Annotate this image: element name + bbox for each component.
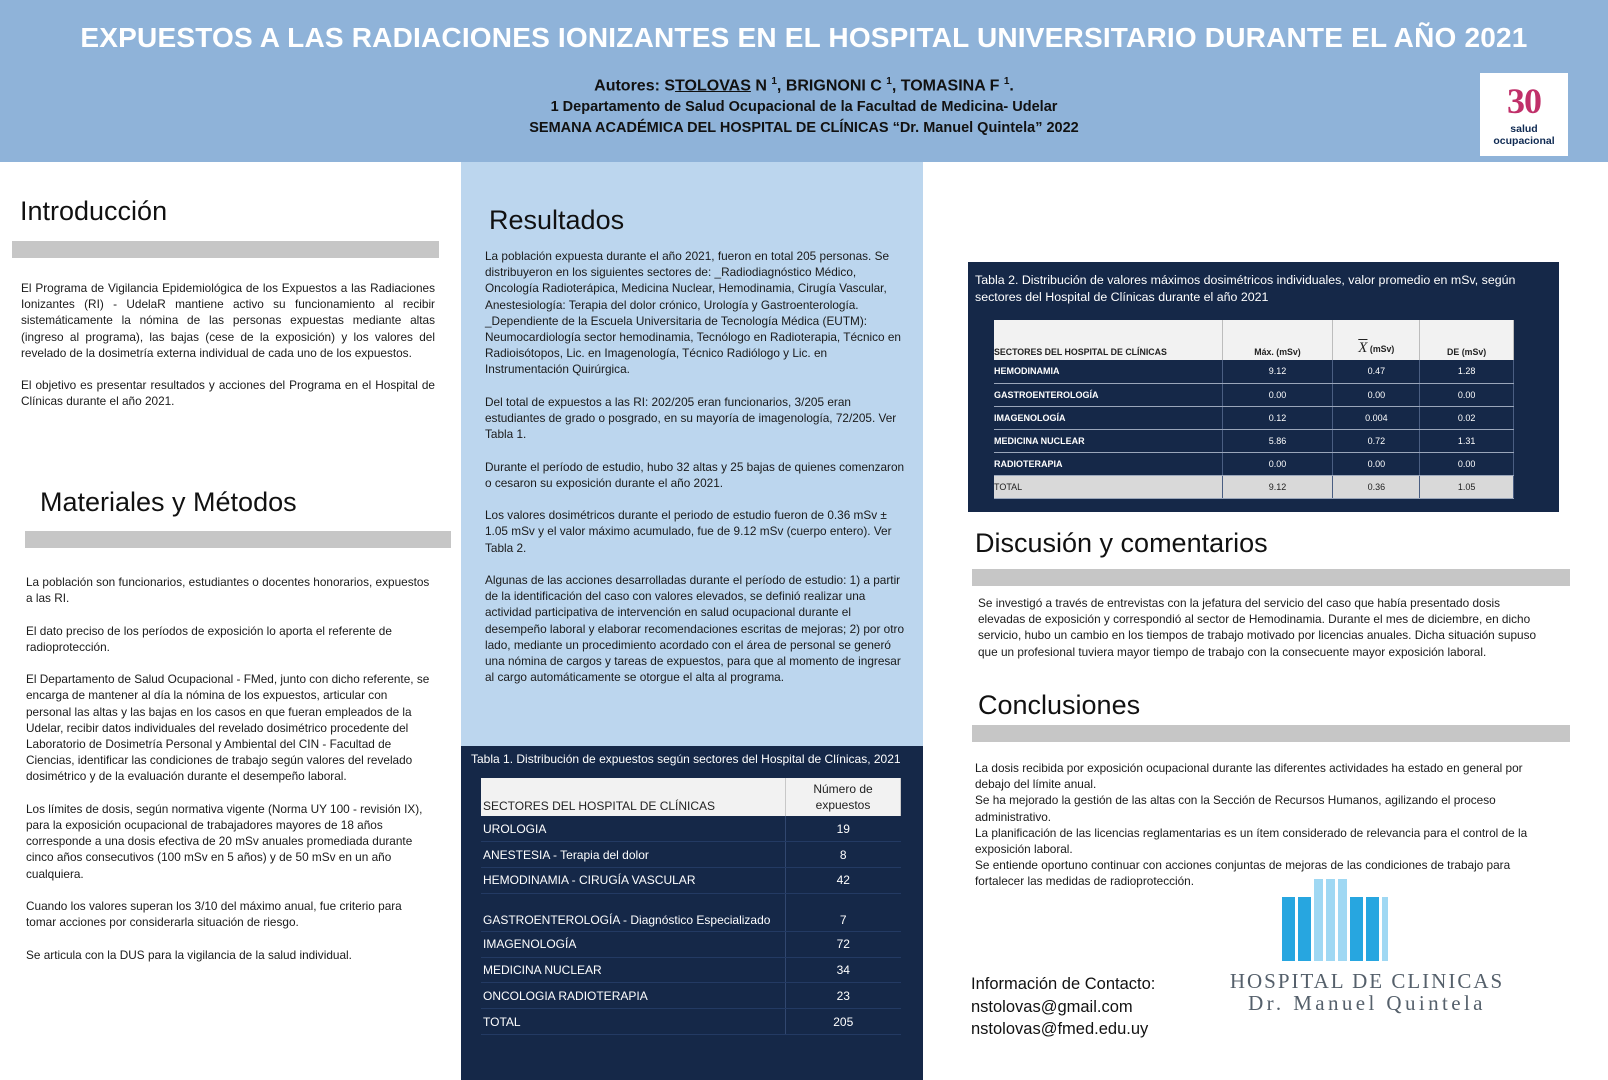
intro-text: El Programa de Vigilancia Epidemiológica de los Expuestos a las Radiaciones Ionizantes (RI) - UdelaR mantiene activo su funcionamiento al recibir sistemáticamente la nómina de las personas expuestas mediante altas (ingreso al programa), las bajas (cese de la exposición) y los valores del revelado de la dosimetría externa individual de cada uno de los expuestos. El objetivo es presentar resultados y acciones del Programa en el Hospital de Clínicas durante el año 2021. (21, 281, 435, 409)
logo-bar (1298, 897, 1311, 961)
contact-email[interactable]: nstolovas@fmed.edu.uy (971, 1020, 1149, 1038)
table-total-row: TOTAL 205 (481, 1009, 901, 1035)
discussion-text: Se investigó a través de entrevistas con la jefatura del servicio del caso que había presentado dosis elevadas de exposición y correspondió al sector de Hemodinamia. Durante el mes de diciembre, en dicho servicio, hubo un cambio en los tiempos de trabajo motivado por licencias anuales. Dicha situación supuso que un profesional tuviera mayor tiempo de trabajo con la consecuente mayor exposición laboral. (978, 596, 1537, 659)
section-divider (972, 725, 1570, 742)
department-affiliation: 1 Departamento de Salud Ocupacional de la Facultad de Medicina- Udelar (550, 99, 1058, 115)
poster-title: EXPUESTOS A LAS RADIACIONES IONIZANTES EN EL HOSPITAL UNIVERSITARIO DURANTE EL AÑO 2021 (80, 22, 1528, 53)
methods-text: La población son funcionarios, estudiantes o docentes honorarios, expuestos a las RI. El dato preciso de los períodos de exposición lo aporta el referente de radioprotección. El Departamento de Salud Ocupacional - FMed, junto con dicho referente, se encarga de mantener al día la nómina de los expuestos, articular con personal las altas y las bajas en los casos en que fueran empleados de la Udelar, recibir datos individuales del revelado dosimétrico procedente del Laboratorio de Dosimetría Personal y Ambiental del CIN - Facultad de Ciencias, identificar las condiciones de trabajo según valores del revelado dosimétrico y de la evaluación durante el desempeño laboral. Los límites de dosis, según normativa vigente (Norma UY 100 - revisión IX), para la exposición ocupacional de trabajadores mayores de 18 años corresponde a una dosis efectiva de 20 mSv anuales promediada durante cinco años consecutivos (100 mSv en 5 años) y de 50 mSv en un año cualquiera. Cuando los valores superan los 3/10 del máximo anual, fue criterio para tomar acciones por considerarla situación de riesgo. Se articula con la DUS para la vigilancia de la salud individual. (26, 575, 430, 962)
authors-line: Autores: STOLOVAS N $^1$, BRIGNONI C $^1$, TOMASINA F $^1$. (594, 76, 1014, 95)
table-row: MEDICINA NUCLEAR 5.86 0.72 1.31 (994, 429, 1514, 452)
table-row: HEMODINAMIA 9.12 0.47 1.28 (994, 360, 1514, 383)
logo-bar (1338, 879, 1347, 961)
table-row: GASTROENTEROLOGÍA - Diagnóstico Especializado 7 (481, 893, 901, 931)
section-divider (25, 531, 451, 548)
logo-bar (1366, 897, 1379, 961)
salud-ocupacional-logo: 30 salud ocupacional (1480, 73, 1568, 156)
hospital-clinicas-name: HOSPITAL DE CLINICAS Dr. Manuel Quintela (1229, 969, 1505, 1015)
table-row: MEDICINA NUCLEAR 34 (481, 957, 901, 983)
logo-bar (1326, 879, 1335, 961)
logo-bar (1350, 897, 1363, 961)
methods-heading: Materiales y Métodos (40, 487, 297, 517)
results-heading: Resultados (489, 205, 625, 235)
results-text: La población expuesta durante el año 2021, fueron en total 205 personas. Se distribuyeron en los siguientes sectores de: _Radiodiagnóstico Médico, Oncología Radioterápica, Medicina Nuclear, Hemodinamia, Cirugía Vascular, Anestesiología: Terapia del dolor crónico, Urología y Gastroenterología. _Dependiente de la Escuela Universitaria de Tecnología Médica (EUTM): Neumocardiología sector hemodinamia, Tecnólogo en Radioterapia, Técnico en Radioisótopos, Lic. en Imagenología, Técnico Radiólogo y Lic. en Instrumentación Quirúrgica. Del total de expuestos a las RI: 202/205 eran funcionarios, 3/205 eran estudiantes de grado o posgrado, en su mayoría de imagenología, 72/205. Ver Tabla 1. Durante el período de estudio, hubo 32 altas y 25 bajas de quienes comenzaron o cesaron su exposición durante el año 2021. Los valores dosimétricos durante el periodo de estudio fueron de 0.36 mSv ± 1.05 mSv y el valor máximo acumulado, fue de 9.12 mSv (cuerpo entero). Ver Tabla 2. Algunas de las acciones desarrolladas durante el período de estudio: 1) a partir de la identificación del caso con valores elevados, se definió realizar una actividad participativa de intervención en salud ocupacional durante el desempeño laboral y elaborar recomendaciones escritas de mejoras; 2) por otro lado, mediante un procedimiento acordado con el área de personal se generó una nómina de cargos y tareas de expuestos, para que al momento de ingresar al cargo automáticamente se otorgue el alta al programa. (485, 249, 905, 685)
logo-bar (1314, 879, 1323, 961)
section-divider (972, 569, 1570, 586)
table2-caption: Tabla 2. Distribución de valores máximos dosimétricos individuales, valor promedio en mSv, según sectores del Hospital de Clínicas durante el año 2021 (975, 273, 1516, 304)
logo-bar (1382, 897, 1388, 961)
section-divider (12, 241, 439, 258)
table-row: ANESTESIA - Terapia del dolor 8 (481, 842, 901, 868)
table-row: IMAGENOLOGÍA 72 (481, 931, 901, 957)
table-row: ONCOLOGIA RADIOTERAPIA 23 (481, 983, 901, 1009)
table-total-row: TOTAL 9.12 0.36 1.05 (994, 475, 1514, 498)
table2 (994, 320, 1514, 499)
table-row: HEMODINAMIA - CIRUGÍA VASCULAR 42 (481, 868, 901, 894)
table-header-row: SECTORES DEL HOSPITAL DE CLÍNICAS Número de expuestos (481, 778, 901, 816)
table-row: RADIOTERAPIA 0.00 0.00 0.00 (994, 452, 1514, 475)
table-header-row: SECTORES DEL HOSPITAL DE CLÍNICAS Máx. (mSv) $\overline{X}$ (mSv) DE (mSv) (994, 320, 1514, 360)
logo-bar (1282, 897, 1295, 961)
poster-header (0, 0, 1608, 162)
intro-heading: Introducción (20, 196, 168, 226)
conclusions-text: La dosis recibida por exposición ocupacional durante las diferentes actividades ha estado en general por debajo del límite anual. Se ha mejorado la gestión de las altas con la Sección de Recursos Humanos, agilizando el proceso administrativo. La planificación de las licencias reglamentarias es un ítem considerado de relevancia para el control de la exposición laboral. Se entiende oportuno continuar con acciones conjuntas de mejoras de las condiciones de trabajo para fortalecer las medidas de radioprotección. (975, 761, 1528, 889)
contact-info: Información de Contacto: nstolovas@gmail.com nstolovas@fmed.edu.uy (971, 973, 1155, 1041)
table1-caption: Tabla 1. Distribución de expuestos según sectores del Hospital de Clínicas, 2021 (471, 752, 901, 766)
discussion-heading: Discusión y comentarios (975, 528, 1268, 558)
event-name: SEMANA ACADÉMICA DEL HOSPITAL DE CLÍNICAS “Dr. Manuel Quintela” 2022 (529, 120, 1079, 136)
conclusions-heading: Conclusiones (978, 690, 1141, 720)
table1 (481, 778, 901, 1035)
table-row: UROLOGIA 19 (481, 816, 901, 842)
table-row: IMAGENOLOGÍA 0.12 0.004 0.02 (994, 406, 1514, 429)
contact-email[interactable]: nstolovas@gmail.com (971, 997, 1133, 1016)
table-row: GASTROENTEROLOGÍA 0.00 0.00 0.00 (994, 383, 1514, 406)
